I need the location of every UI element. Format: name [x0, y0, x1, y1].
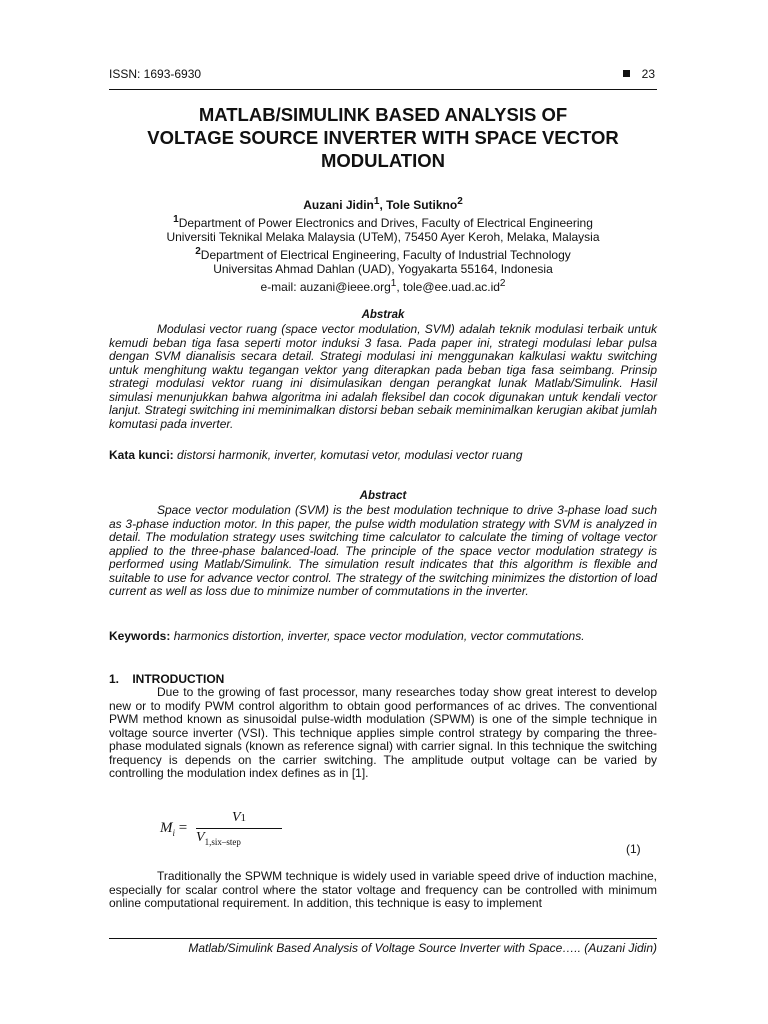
eq-den-sub: 1,six–step: [204, 836, 241, 847]
author-sup: 2: [457, 196, 463, 207]
affiliation-line: [100, 245, 666, 263]
eq-lhs-symbol: M: [160, 820, 173, 836]
abstrak-body: [109, 323, 657, 431]
intro-paragraph-2: [109, 870, 657, 911]
title-line: VOLTAGE SOURCE INVERTER WITH SPACE VECTOR: [147, 127, 619, 148]
author-separator: ,: [379, 198, 387, 212]
author-block: [100, 195, 666, 294]
abstrak-text: Modulasi vector ruang (space vector modulation, SVM) adalah teknik modulasi terbaik untuk kemudi beban tiga fasa seperti motor induksi 3 fasa. Pada paper ini, strategi modulasi lebar pulsa dengan SVM dianalisis secara detail. Strategi modulasi ini menggunakan kalkulasi waktu switching untuk menghitung waktu tegangan vektor yang diterapkan pada beban tiga fasa seimbang. Prinsip strategi modulasi vektor ruang ini disimulasikan dengan perangkat lunak Matlab/Simulink. Hasil simulasi menunjukkan bahwa algoritma ini adalah fleksibel dan cocok digunakan untuk kendali vector lanjut. Strategi switching ini meminimalkan distorsi beban sebaik meminimalkan kerugian akibat jumlah komutasi pada inverter.: [109, 322, 657, 431]
paper-title: [100, 103, 666, 172]
abstract-heading: Abstract: [359, 490, 407, 502]
author-name: Tole Sutikno: [386, 198, 458, 212]
kata-kunci: [109, 448, 657, 462]
eq-num-symbol: V: [231, 810, 241, 825]
intro-paragraph-1: [109, 686, 657, 781]
abstract-text: Space vector modulation (SVM) is the best modulation technique to drive 3-phase load such as 3-phase induction motor. In this paper, the pulse width modulation strategy with SVM is analyzed in detail. The modulation strategy uses switching time calculator to calculate the timing of voltage vector applied to the three-phase balanced-load. The principle of the space vector modulation strategy is performed using Matlab/Simulink. The simulation result indicates that this algorithm is flexible and suitable to use for advance vector control. The strategy of the switching minimizes the distortion of load current as well as loss due to minimize number of commutations in the inverter.: [109, 503, 657, 598]
author-name: Auzani Jidin: [303, 198, 374, 212]
affiliation-mark: 1: [173, 213, 179, 225]
email-sup: 2: [499, 277, 506, 289]
running-footer: Matlab/Simulink Based Analysis of Voltage Source Inverter with Space….. (Auzani Jidin): [188, 941, 657, 955]
keywords-text: harmonics distortion, inverter, space vector modulation, vector commutations.: [170, 629, 585, 643]
affiliation-text: Department of Power Electronics and Drives, Faculty of Electrical Engineering: [178, 215, 593, 230]
eq-den-symbol: V: [196, 830, 205, 845]
keywords: [109, 629, 657, 643]
title-line: MATLAB/SIMULINK BASED ANALYSIS OF: [198, 104, 568, 125]
keywords-label: Keywords:: [109, 629, 171, 643]
eq-lhs-sub: i: [172, 828, 176, 838]
equation-lhs: [160, 820, 187, 838]
email-text: e-mail: auzani@ieee.org: [260, 279, 391, 294]
section-heading-introduction: 1. INTRODUCTION: [109, 672, 225, 686]
eq-denominator: [196, 829, 282, 847]
abstract-body: [109, 504, 657, 599]
eq-numerator: [196, 810, 282, 828]
equation-fraction: [196, 810, 282, 847]
email-sup: 1: [390, 277, 397, 289]
kata-kunci-text: distorsi harmonik, inverter, komutasi vetor, modulasi vector ruang: [173, 448, 523, 462]
header-rule: [109, 89, 657, 90]
equation-1: [160, 810, 300, 854]
intro-text: Traditionally the SPWM technique is widely used in variable speed drive of induction machine, especially for scalar control where the stator voltage and frequency can be controlled with minimum online computational requirement. In addition, this technique is easy to implement: [109, 869, 657, 910]
affiliation-line: Universiti Teknikal Melaka Malaysia (UTeM), 75450 Ayer Keroh, Melaka, Malaysia: [166, 230, 600, 244]
equation-number: (1): [626, 842, 641, 856]
square-bullet-icon: [623, 70, 630, 77]
page-number-block: [623, 67, 655, 81]
author-names: [100, 195, 666, 213]
intro-text: Due to the growing of fast processor, many researches today show great interest to develop new or to modify PWM control algorithm to obtain good performances of ac drives. The conventional PWM method known as sinusoidal pulse-width modulation (SPWM) is one of the simple technique in voltage source inverter (VSI). This technique applies simple control strategy by comparing the three-phase modulated signals (known as reference signal) with carrier signal. In this technique the switching frequency is depends on the carrier switching. The amplitude output voltage can be varied by controlling the modulation index defines as in [1].: [109, 685, 657, 780]
issn: ISSN: 1693-6930: [109, 67, 202, 81]
email-line: [100, 277, 666, 295]
affiliation-line: Universitas Ahmad Dahlan (UAD), Yogyakarta 55164, Indonesia: [213, 262, 553, 276]
running-header: [109, 67, 657, 85]
footer-rule: [109, 938, 657, 939]
affiliation-mark: 2: [195, 245, 201, 257]
title-line: MODULATION: [321, 150, 445, 171]
abstrak-heading: Abstrak: [361, 309, 405, 321]
eq-equals: =: [175, 820, 188, 836]
affiliation-line: [100, 213, 666, 231]
author-sup: 1: [373, 196, 380, 207]
kata-kunci-label: Kata kunci:: [109, 448, 174, 462]
eq-num-sub: 1: [240, 812, 247, 824]
page-number: 23: [641, 67, 655, 81]
email-text: , tole@ee.uad.ac.id: [396, 279, 500, 294]
affiliation-text: Department of Electrical Engineering, Faculty of Industrial Technology: [200, 247, 571, 262]
